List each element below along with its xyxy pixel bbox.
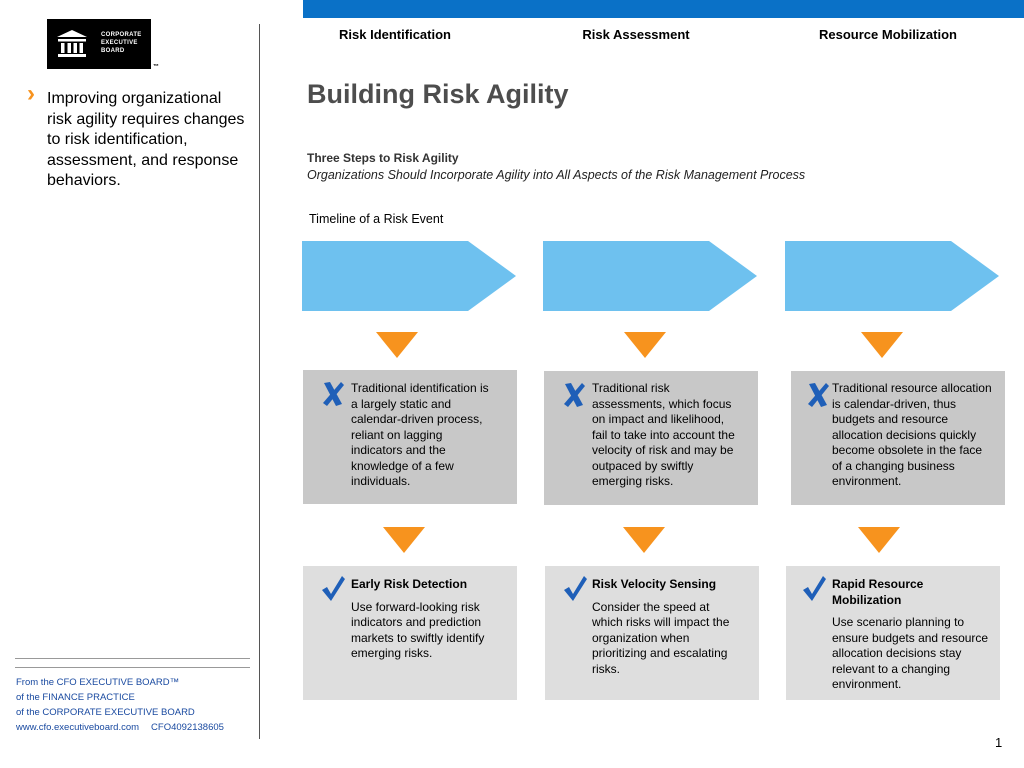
corporate-executive-board-logo <box>47 19 151 69</box>
agile-title: Early Risk Detection <box>351 577 468 591</box>
agile-text: Use scenario planning to ensure budgets and resource allocation decisions stay relevant to a changing environment. <box>832 615 989 691</box>
down-arrow-icon <box>858 527 900 553</box>
x-mark-icon <box>562 381 586 409</box>
agile-title: Rapid Resource Mobilization <box>832 577 924 607</box>
step-arrow-risk-identification <box>302 241 518 311</box>
agile-box-identification <box>303 566 517 700</box>
down-arrow-icon <box>623 527 665 553</box>
footer-code: CFO4092138605 <box>151 722 224 733</box>
page-title: Building Risk Agility <box>307 79 569 109</box>
traditional-text: Traditional identification is a largely static and calendar-driven process, reliant on lagging indicators and the knowledge of a few individuals. <box>351 381 489 488</box>
sidebar-divider <box>259 24 260 739</box>
step-arrow-resource-mobilization <box>785 241 1001 311</box>
logo-wordmark: CORPORATE EXECUTIVE BOARD <box>101 32 142 54</box>
agile-text: Use forward-looking risk indicators and prediction markets to swiftly identify emerging risks. <box>351 599 485 660</box>
step-label: Risk Identification <box>339 27 451 42</box>
building-icon <box>56 29 88 59</box>
step-label: Resource Mobilization <box>819 27 957 42</box>
timeline-label: Timeline of a Risk Event <box>309 212 444 226</box>
agile-box-mobilization <box>786 566 1000 700</box>
sidebar-summary: Improving organizational risk agility requires changes to risk identification, assessment, and response behaviors. <box>47 90 245 189</box>
footer-line-3: of the CORPORATE EXECUTIVE BOARD <box>16 707 195 718</box>
traditional-text: Traditional risk assessments, which focus on impact and likelihood, fail to take into account the velocity of risk and may be outpaced by swiftly emerging risks. <box>592 381 735 488</box>
check-mark-icon <box>321 574 345 602</box>
traditional-box-assessment <box>544 371 758 505</box>
footer-line-1: From the CFO EXECUTIVE BOARD™ <box>16 677 180 688</box>
agile-text: Consider the speed at which risks will impact the organization when prioritizing and escalating risks. <box>592 599 730 676</box>
trademark-mark: ™ <box>153 64 159 70</box>
down-arrow-icon <box>624 332 666 358</box>
down-arrow-icon <box>861 332 903 358</box>
down-arrow-icon <box>376 332 418 358</box>
section-tagline: Organizations Should Incorporate Agility into All Aspects of the Risk Management Process <box>307 168 806 182</box>
step-arrow-risk-assessment <box>543 241 759 311</box>
footer-line-2: of the FINANCE PRACTICE <box>16 692 135 703</box>
agile-content <box>592 577 742 677</box>
agile-content <box>832 577 992 693</box>
x-mark-icon <box>321 380 345 408</box>
traditional-box-mobilization <box>791 371 1005 505</box>
footer-credits <box>16 675 224 735</box>
agile-title: Risk Velocity Sensing <box>592 577 717 591</box>
traditional-box-identification <box>303 370 517 504</box>
page-number: 1 <box>995 735 1003 750</box>
footer-divider <box>15 658 250 668</box>
down-arrow-icon <box>383 527 425 553</box>
x-mark-icon <box>806 381 830 409</box>
section-subtitle: Three Steps to Risk Agility <box>307 151 459 165</box>
check-mark-icon <box>563 574 587 602</box>
check-mark-icon <box>802 574 826 602</box>
chevron-right-icon: › <box>27 80 35 107</box>
step-label: Risk Assessment <box>582 27 690 42</box>
footer-url[interactable]: www.cfo.executiveboard.com <box>16 722 140 733</box>
traditional-text: Traditional resource allocation is calendar-driven, thus budgets and resource allocation decisions quickly become obsolete in the face of a changing business environment. <box>832 381 992 488</box>
agile-content <box>351 577 497 662</box>
agile-box-assessment <box>545 566 759 700</box>
